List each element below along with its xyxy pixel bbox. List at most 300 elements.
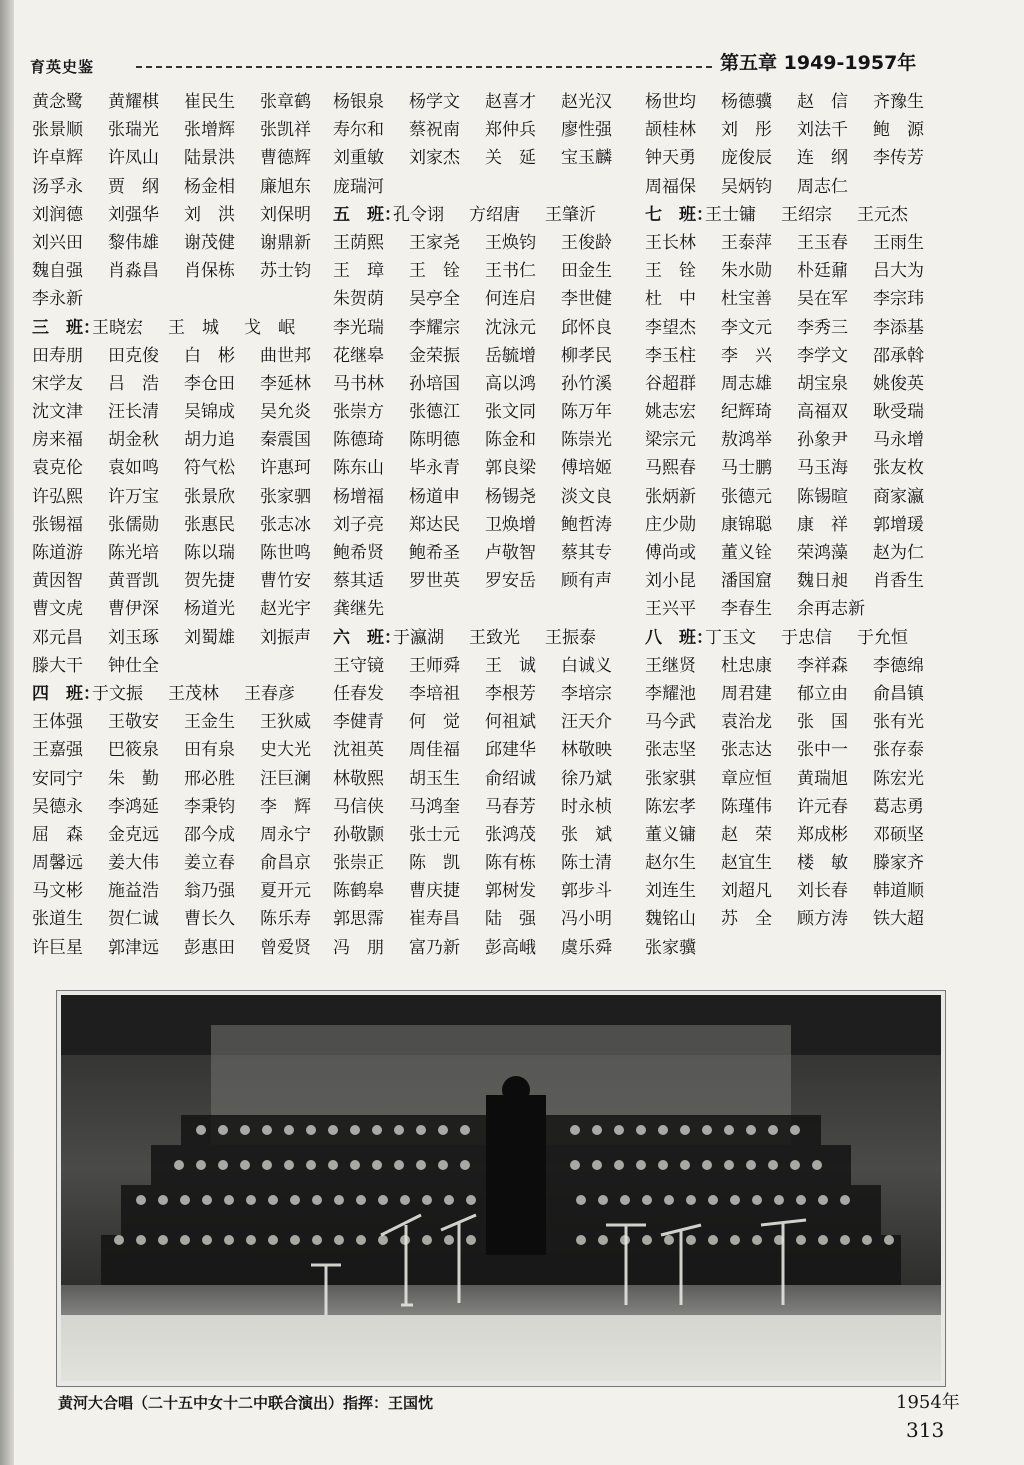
name-row bbox=[333, 624, 639, 652]
singer-face bbox=[114, 1235, 124, 1245]
student-name: 王敬安 bbox=[108, 712, 159, 733]
student-name: 虞乐舜 bbox=[561, 937, 612, 958]
student-name: 方绍唐 bbox=[469, 204, 520, 225]
singer-face bbox=[466, 1235, 476, 1245]
name-row bbox=[645, 88, 953, 116]
name-row bbox=[333, 144, 639, 172]
name-row bbox=[32, 680, 328, 708]
student-name: 张德元 bbox=[721, 486, 772, 507]
student-name: 张家骐 bbox=[645, 768, 696, 789]
singer-face bbox=[614, 1125, 624, 1135]
student-name: 苏士钧 bbox=[260, 261, 311, 282]
singer-face bbox=[768, 1125, 778, 1135]
singer-face bbox=[444, 1195, 454, 1205]
student-name: 王士镛 bbox=[705, 204, 756, 225]
name-row bbox=[32, 708, 328, 736]
student-name: 刘润德 bbox=[32, 204, 83, 225]
student-name: 王 璋 bbox=[333, 261, 384, 282]
student-name: 颉桂林 bbox=[645, 120, 696, 141]
student-name: 何连启 bbox=[485, 289, 536, 310]
student-name: 花继皋 bbox=[333, 345, 384, 366]
student-name: 刘法千 bbox=[797, 120, 848, 141]
singer-face bbox=[614, 1160, 624, 1170]
singer-face bbox=[224, 1195, 234, 1205]
name-row bbox=[32, 229, 328, 257]
name-row bbox=[333, 511, 639, 539]
student-name: 庄少勋 bbox=[645, 514, 696, 535]
name-row bbox=[32, 144, 328, 172]
student-name: 陆景洪 bbox=[184, 148, 235, 169]
name-row bbox=[333, 934, 639, 962]
photo-year: 1954年 bbox=[896, 1392, 960, 1413]
student-name: 郭步斗 bbox=[561, 881, 612, 902]
student-name: 吴在军 bbox=[797, 289, 848, 310]
student-name: 安同宁 bbox=[32, 768, 83, 789]
student-name: 寿尔和 bbox=[333, 120, 384, 141]
name-column-2 bbox=[333, 88, 639, 962]
student-name: 廖性强 bbox=[561, 120, 612, 141]
student-name: 郁立由 bbox=[797, 683, 848, 704]
singer-face bbox=[752, 1235, 762, 1245]
student-name: 谢鼎新 bbox=[260, 232, 311, 253]
student-name: 金克远 bbox=[108, 824, 159, 845]
student-name: 王 铨 bbox=[645, 261, 696, 282]
student-name: 卢敬智 bbox=[485, 543, 536, 563]
student-name: 李添基 bbox=[873, 317, 924, 338]
student-name: 黎伟雄 bbox=[108, 232, 159, 253]
student-name: 李培宗 bbox=[561, 683, 612, 704]
student-name: 陈万年 bbox=[561, 402, 612, 423]
student-name: 于允恒 bbox=[857, 627, 908, 648]
student-name: 于忠信 bbox=[781, 627, 832, 648]
singer-face bbox=[218, 1160, 228, 1170]
student-name: 刘兴田 bbox=[32, 232, 83, 253]
student-name: 赵宜生 bbox=[721, 853, 772, 874]
student-name: 王茂林 bbox=[168, 683, 219, 704]
singer-face bbox=[268, 1195, 278, 1205]
name-row bbox=[333, 173, 639, 201]
singer-face bbox=[884, 1235, 894, 1245]
name-row bbox=[32, 201, 328, 229]
name-row bbox=[645, 736, 953, 764]
name-row bbox=[32, 652, 328, 680]
student-name: 刘连生 bbox=[645, 881, 696, 902]
student-name: 李耀池 bbox=[645, 683, 696, 704]
student-name: 赵 信 bbox=[797, 92, 848, 112]
student-name: 陈道游 bbox=[32, 543, 83, 563]
student-name: 田金生 bbox=[561, 261, 612, 282]
student-name: 李健青 bbox=[333, 712, 384, 733]
singer-face bbox=[202, 1235, 212, 1245]
singer-face bbox=[356, 1235, 366, 1245]
student-name: 张士元 bbox=[409, 824, 460, 845]
student-name: 铁大超 bbox=[873, 909, 924, 930]
student-name: 屈 森 bbox=[32, 824, 83, 845]
student-name: 陈鹤皋 bbox=[333, 881, 384, 902]
student-name: 马书林 bbox=[333, 373, 384, 394]
singer-face bbox=[378, 1235, 388, 1245]
name-row bbox=[645, 793, 953, 821]
student-name: 许凤山 bbox=[108, 148, 159, 169]
name-row bbox=[32, 314, 328, 342]
student-name: 孙培国 bbox=[409, 373, 460, 394]
student-name: 张章鹤 bbox=[260, 92, 311, 112]
student-name: 郑仲兵 bbox=[485, 120, 536, 141]
student-name: 王玉春 bbox=[797, 232, 848, 253]
student-name: 许万宝 bbox=[108, 486, 159, 507]
student-name: 房来福 bbox=[32, 430, 83, 451]
student-name: 于文振 bbox=[92, 683, 143, 704]
student-name: 马文彬 bbox=[32, 881, 83, 902]
student-name: 陈宏孝 bbox=[645, 796, 696, 817]
singer-face bbox=[664, 1195, 674, 1205]
singer-face bbox=[702, 1160, 712, 1170]
student-name: 张凯祥 bbox=[260, 120, 311, 141]
student-name: 鲍希贤 bbox=[333, 543, 384, 563]
student-name: 连 纲 bbox=[797, 148, 848, 169]
student-name: 赵为仁 bbox=[873, 543, 924, 563]
name-row bbox=[32, 624, 328, 652]
student-name: 王泰萍 bbox=[721, 232, 772, 253]
singer-face bbox=[438, 1160, 448, 1170]
name-row bbox=[645, 539, 953, 567]
singer-face bbox=[658, 1125, 668, 1135]
student-name: 许卓辉 bbox=[32, 148, 83, 169]
name-row bbox=[645, 652, 953, 680]
student-name: 白诚义 bbox=[561, 655, 612, 676]
student-name: 周永宁 bbox=[260, 824, 311, 845]
student-name: 孙敬颢 bbox=[333, 824, 384, 845]
singer-face bbox=[246, 1235, 256, 1245]
student-name: 陈瑾伟 bbox=[721, 796, 772, 817]
student-name: 李世健 bbox=[561, 289, 612, 310]
class-label: 三 班： bbox=[32, 317, 100, 338]
singer-face bbox=[686, 1195, 696, 1205]
name-row bbox=[333, 793, 639, 821]
singer-face bbox=[598, 1195, 608, 1205]
student-name: 张锡福 bbox=[32, 514, 83, 535]
student-name: 宝玉麟 bbox=[561, 148, 612, 169]
student-name: 马永增 bbox=[873, 430, 924, 451]
student-name: 卫焕增 bbox=[485, 514, 536, 535]
student-name: 罗世英 bbox=[409, 571, 460, 592]
student-name: 马士鹏 bbox=[721, 458, 772, 479]
student-name: 李秀三 bbox=[797, 317, 848, 338]
singer-face bbox=[422, 1235, 432, 1245]
name-row bbox=[645, 201, 953, 229]
name-row bbox=[333, 370, 639, 398]
chapter-years: 1949-1957年 bbox=[783, 52, 917, 74]
student-name: 顾有声 bbox=[561, 571, 612, 592]
singer-face bbox=[840, 1195, 850, 1205]
student-name: 俞昌镇 bbox=[873, 683, 924, 704]
singer-face bbox=[356, 1195, 366, 1205]
student-name: 王荫熙 bbox=[333, 232, 384, 253]
student-name: 曹伊深 bbox=[108, 599, 159, 620]
name-row bbox=[645, 567, 953, 595]
name-row bbox=[645, 426, 953, 454]
student-name: 韩道顺 bbox=[873, 881, 924, 902]
name-row bbox=[333, 595, 639, 623]
singer-face bbox=[570, 1160, 580, 1170]
student-name: 李传芳 bbox=[873, 148, 924, 169]
student-name: 田有泉 bbox=[184, 740, 235, 761]
student-name: 魏自强 bbox=[32, 261, 83, 282]
class-label: 七 班： bbox=[645, 204, 713, 225]
name-row bbox=[333, 539, 639, 567]
student-name: 袁如鸣 bbox=[108, 458, 159, 479]
student-name: 富乃新 bbox=[409, 937, 460, 958]
singer-face bbox=[372, 1125, 382, 1135]
name-row bbox=[645, 144, 953, 172]
name-row bbox=[32, 483, 328, 511]
student-name: 马熙春 bbox=[645, 458, 696, 479]
student-name: 王春彦 bbox=[244, 683, 295, 704]
name-row bbox=[333, 708, 639, 736]
student-name: 李祥森 bbox=[797, 655, 848, 676]
student-name: 荣鸿藻 bbox=[797, 543, 848, 563]
student-name: 李根芳 bbox=[485, 683, 536, 704]
singer-face bbox=[680, 1160, 690, 1170]
singer-face bbox=[328, 1160, 338, 1170]
name-row bbox=[645, 849, 953, 877]
student-name: 彭惠田 bbox=[184, 937, 235, 958]
student-name: 巴筱泉 bbox=[108, 740, 159, 761]
student-name: 张炳新 bbox=[645, 486, 696, 507]
singer-face bbox=[818, 1195, 828, 1205]
name-row bbox=[32, 539, 328, 567]
student-name: 柳孝民 bbox=[561, 345, 612, 366]
singer-face bbox=[708, 1195, 718, 1205]
name-row bbox=[645, 624, 953, 652]
student-name: 孙竹溪 bbox=[561, 373, 612, 394]
student-name: 林敬熙 bbox=[333, 768, 384, 789]
singer-face bbox=[592, 1160, 602, 1170]
student-name: 吴炳钧 bbox=[721, 176, 772, 197]
student-name: 汪巨澜 bbox=[260, 768, 311, 789]
singer-face bbox=[312, 1195, 322, 1205]
student-name: 陈以瑞 bbox=[184, 543, 235, 563]
singer-face bbox=[796, 1195, 806, 1205]
student-name: 滕家齐 bbox=[873, 853, 924, 874]
book-title: 育英史鉴 bbox=[30, 58, 95, 76]
student-name: 沈泳元 bbox=[485, 317, 536, 338]
choir-photo bbox=[61, 995, 941, 1381]
student-name: 邵承斡 bbox=[873, 345, 924, 366]
student-name: 淡文良 bbox=[561, 486, 612, 507]
choir-photo-illustration bbox=[61, 995, 941, 1381]
singer-face bbox=[240, 1125, 250, 1135]
student-name: 曹德辉 bbox=[260, 148, 311, 169]
student-name: 李秉钧 bbox=[184, 796, 235, 817]
student-name: 张家骥 bbox=[645, 937, 696, 958]
student-name: 葛志勇 bbox=[873, 796, 924, 817]
student-name: 郭树发 bbox=[485, 881, 536, 902]
singer-face bbox=[460, 1125, 470, 1135]
student-name: 黄晋凯 bbox=[108, 571, 159, 592]
singer-face bbox=[598, 1235, 608, 1245]
student-name: 冯小明 bbox=[561, 909, 612, 930]
singer-face bbox=[400, 1195, 410, 1205]
student-name: 王肇沂 bbox=[545, 204, 596, 225]
name-row bbox=[645, 680, 953, 708]
student-name: 马今武 bbox=[645, 712, 696, 733]
singer-face bbox=[224, 1235, 234, 1245]
student-name: 梁宗元 bbox=[645, 430, 696, 451]
student-name: 郑成彬 bbox=[797, 824, 848, 845]
student-name: 张 国 bbox=[797, 712, 848, 733]
student-name: 杨学文 bbox=[409, 92, 460, 112]
header-divider bbox=[136, 66, 712, 68]
photo-frame bbox=[56, 990, 946, 1387]
name-row bbox=[32, 877, 328, 905]
singer-face bbox=[240, 1160, 250, 1170]
singer-face bbox=[180, 1235, 190, 1245]
student-name: 杨道光 bbox=[184, 599, 235, 620]
singer-face bbox=[306, 1125, 316, 1135]
singer-face bbox=[576, 1235, 586, 1245]
name-row bbox=[333, 652, 639, 680]
singer-face bbox=[636, 1125, 646, 1135]
student-name: 杨增福 bbox=[333, 486, 384, 507]
student-name: 陈士清 bbox=[561, 853, 612, 874]
student-name: 曹文虎 bbox=[32, 599, 83, 620]
name-row bbox=[32, 736, 328, 764]
student-name: 赵光宇 bbox=[260, 599, 311, 620]
singer-face bbox=[202, 1195, 212, 1205]
class-label: 六 班： bbox=[333, 627, 401, 648]
student-name: 宋学友 bbox=[32, 373, 83, 394]
student-name: 王继贤 bbox=[645, 655, 696, 676]
student-name: 崔寿昌 bbox=[409, 909, 460, 930]
name-row bbox=[333, 680, 639, 708]
student-name: 张家驷 bbox=[260, 486, 311, 507]
student-name: 贾 纲 bbox=[108, 176, 159, 197]
student-name: 曹竹安 bbox=[260, 571, 311, 592]
singer-face bbox=[196, 1125, 206, 1135]
student-name: 杨德骥 bbox=[721, 92, 772, 112]
student-name: 蔡其适 bbox=[333, 571, 384, 592]
student-name: 姜立春 bbox=[184, 853, 235, 874]
name-row bbox=[32, 934, 328, 962]
student-name: 邓元昌 bbox=[32, 627, 83, 648]
student-name: 楼 敏 bbox=[797, 853, 848, 874]
student-name: 王 诚 bbox=[485, 655, 536, 676]
singer-face bbox=[796, 1235, 806, 1245]
student-name: 李延林 bbox=[260, 373, 311, 394]
student-name: 王师舜 bbox=[409, 655, 460, 676]
student-name: 翁乃强 bbox=[184, 881, 235, 902]
student-name: 岳毓增 bbox=[485, 345, 536, 366]
student-name: 马玉海 bbox=[797, 458, 848, 479]
student-name: 周佳福 bbox=[409, 740, 460, 761]
student-name: 黄瑞旭 bbox=[797, 768, 848, 789]
student-name: 李德绵 bbox=[873, 655, 924, 676]
student-name: 李光瑞 bbox=[333, 317, 384, 338]
name-row bbox=[32, 905, 328, 933]
student-name: 孔令诩 bbox=[393, 204, 444, 225]
student-name: 李玉柱 bbox=[645, 345, 696, 366]
student-name: 郑达民 bbox=[409, 514, 460, 535]
student-name: 郭良梁 bbox=[485, 458, 536, 479]
student-name: 刘强华 bbox=[108, 204, 159, 225]
name-row bbox=[333, 567, 639, 595]
class-label: 八 班： bbox=[645, 627, 713, 648]
student-name: 陈明德 bbox=[409, 430, 460, 451]
student-name: 胡金秋 bbox=[108, 430, 159, 451]
student-name: 谢茂健 bbox=[184, 232, 235, 253]
student-name: 曹长久 bbox=[184, 909, 235, 930]
singer-face bbox=[136, 1195, 146, 1205]
student-name: 许惠珂 bbox=[260, 458, 311, 479]
singer-face bbox=[174, 1160, 184, 1170]
name-row bbox=[333, 905, 639, 933]
singer-face bbox=[664, 1235, 674, 1245]
student-name: 李 兴 bbox=[721, 345, 772, 366]
student-name: 周君建 bbox=[721, 683, 772, 704]
student-name: 王金生 bbox=[184, 712, 235, 733]
chapter-label: 第五章 bbox=[720, 52, 778, 74]
name-row bbox=[333, 285, 639, 313]
student-name: 赵光汉 bbox=[561, 92, 612, 112]
student-name: 马信侠 bbox=[333, 796, 384, 817]
student-name: 秦震国 bbox=[260, 430, 311, 451]
student-name: 谷超群 bbox=[645, 373, 696, 394]
student-name: 张 斌 bbox=[561, 824, 612, 845]
student-name: 张崇正 bbox=[333, 853, 384, 874]
student-name: 杨世均 bbox=[645, 92, 696, 112]
student-name: 王俊龄 bbox=[561, 232, 612, 253]
singer-face bbox=[262, 1125, 272, 1135]
student-name: 刘超凡 bbox=[721, 881, 772, 902]
student-name: 赵 荣 bbox=[721, 824, 772, 845]
student-name: 王嘉强 bbox=[32, 740, 83, 761]
singer-face bbox=[724, 1125, 734, 1135]
singer-face bbox=[218, 1125, 228, 1135]
student-name: 吴亭全 bbox=[409, 289, 460, 310]
student-name: 张文同 bbox=[485, 402, 536, 423]
name-row bbox=[645, 370, 953, 398]
name-row bbox=[333, 765, 639, 793]
student-name: 陈德琦 bbox=[333, 430, 384, 451]
name-row bbox=[32, 398, 328, 426]
student-name: 许弘熙 bbox=[32, 486, 83, 507]
singer-face bbox=[642, 1235, 652, 1245]
student-name: 毕永青 bbox=[409, 458, 460, 479]
name-column-1 bbox=[32, 88, 328, 962]
student-name: 崔民生 bbox=[184, 92, 235, 112]
singer-face bbox=[416, 1125, 426, 1135]
student-name: 马鸿奎 bbox=[409, 796, 460, 817]
singer-face bbox=[290, 1195, 300, 1205]
name-row bbox=[333, 736, 639, 764]
student-name: 邵今成 bbox=[184, 824, 235, 845]
student-name: 敖鸿举 bbox=[721, 430, 772, 451]
name-row bbox=[645, 342, 953, 370]
student-name: 贺仁诚 bbox=[108, 909, 159, 930]
name-row bbox=[645, 905, 953, 933]
name-row bbox=[645, 483, 953, 511]
student-name: 商家瀛 bbox=[873, 486, 924, 507]
student-name: 张崇方 bbox=[333, 402, 384, 423]
singer-face bbox=[372, 1160, 382, 1170]
singer-face bbox=[862, 1235, 872, 1245]
student-name: 丁玉文 bbox=[705, 627, 756, 648]
student-name: 胡宝泉 bbox=[797, 373, 848, 394]
student-name: 赵尔生 bbox=[645, 853, 696, 874]
singer-face bbox=[576, 1195, 586, 1205]
student-name: 高福双 bbox=[797, 402, 848, 423]
